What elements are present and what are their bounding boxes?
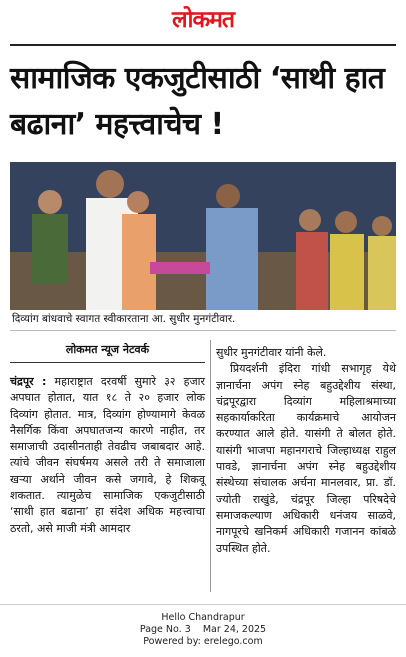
- news-photo: [10, 162, 396, 310]
- masthead: [0, 0, 406, 40]
- footer-powered[interactable]: Powered by: erelego.com: [143, 636, 263, 647]
- footer-date: Mar 24, 2025: [202, 624, 267, 635]
- dateline: चंद्रपूर :: [10, 375, 47, 388]
- page-footer: [0, 612, 406, 648]
- column-divider: [210, 340, 211, 592]
- article-column-2: [216, 345, 396, 557]
- article-paragraph-2: प्रियदर्शनी इंदिरा गांधी सभागृह येथे ज्ञानार्चना अपंग स्नेह बहुउद्देशीय संस्था, चंद्रपूरद्वारा दिव्यांग महिलाश्रमाच्या सहकार्याकरिता कार्यक्रमाचे आयोजन करण्यात आले होते. यासंगी ते बोलत होते. यासंगी भाजपा महानगराचे जिल्हाध्यक्ष राहुल पावडे, ज्ञानार्चना अपंग स्नेह बहुउद्देशीय संस्थेच्या संचालक अर्चना मानलवार, प्रा. डॉ. ज्योती राखुंडे, चंद्रपूर जिल्हा परिषदेचे समाजकल्याण अधिकारी धनंजय साळवे, नागपूरचे खनिकर्म अधिकारी गजानन कांबळे उपस्थित होते.: [216, 362, 396, 555]
- footer-page: Page No. 3: [139, 624, 191, 635]
- headline: सामाजिक एकजुटीसाठी ‘साथी हात बढाना’ महत्त्वाचेच !: [10, 61, 385, 142]
- event-photo-illustration: [10, 162, 396, 310]
- article-body-1: महाराष्ट्रात दरवर्षी सुमारे ३२ हजार अपघात होतात, यात १८ ते २० हजार लोक दिव्यांग होतात. मात्र, दिव्यांग होण्यामागे केवळ नैसर्गिक किंवा अपघातजन्य कारणे नाहीत, तर समाजाची उदासीनताही तेवढीच जबाबदार आहे. त्यांचे जीवन संघर्षमय असले तरी ते समाजाला खऱ्या अर्थाने जीवन कसे जगावे, हे शिकवू शकतात. त्यामुळेच सामाजिक एकजुटीसाठी ‘साथी हात बढाना’ हा संदेश अधिक महत्त्वाचा ठरतो, असे माजी मंत्री आमदार: [10, 375, 205, 535]
- masthead-rule: [10, 44, 396, 46]
- footer-source: Hello Chandrapur: [161, 612, 245, 623]
- article-column-1: [10, 374, 205, 537]
- footer-page-date: [0, 624, 406, 636]
- byline-rule: [10, 362, 205, 363]
- byline: लोकमत न्यूज नेटवर्क: [65, 343, 150, 356]
- photo-caption: दिव्यांग बांधवाचे स्वागत स्वीकारताना आ. सुधीर मुनगंटीवार.: [10, 310, 396, 331]
- footer-rule: [0, 604, 406, 605]
- lokmat-logo: लोकमत: [171, 6, 235, 33]
- article-paragraph-1: सुधीर मुनगंटीवार यांनी केले.: [216, 346, 327, 359]
